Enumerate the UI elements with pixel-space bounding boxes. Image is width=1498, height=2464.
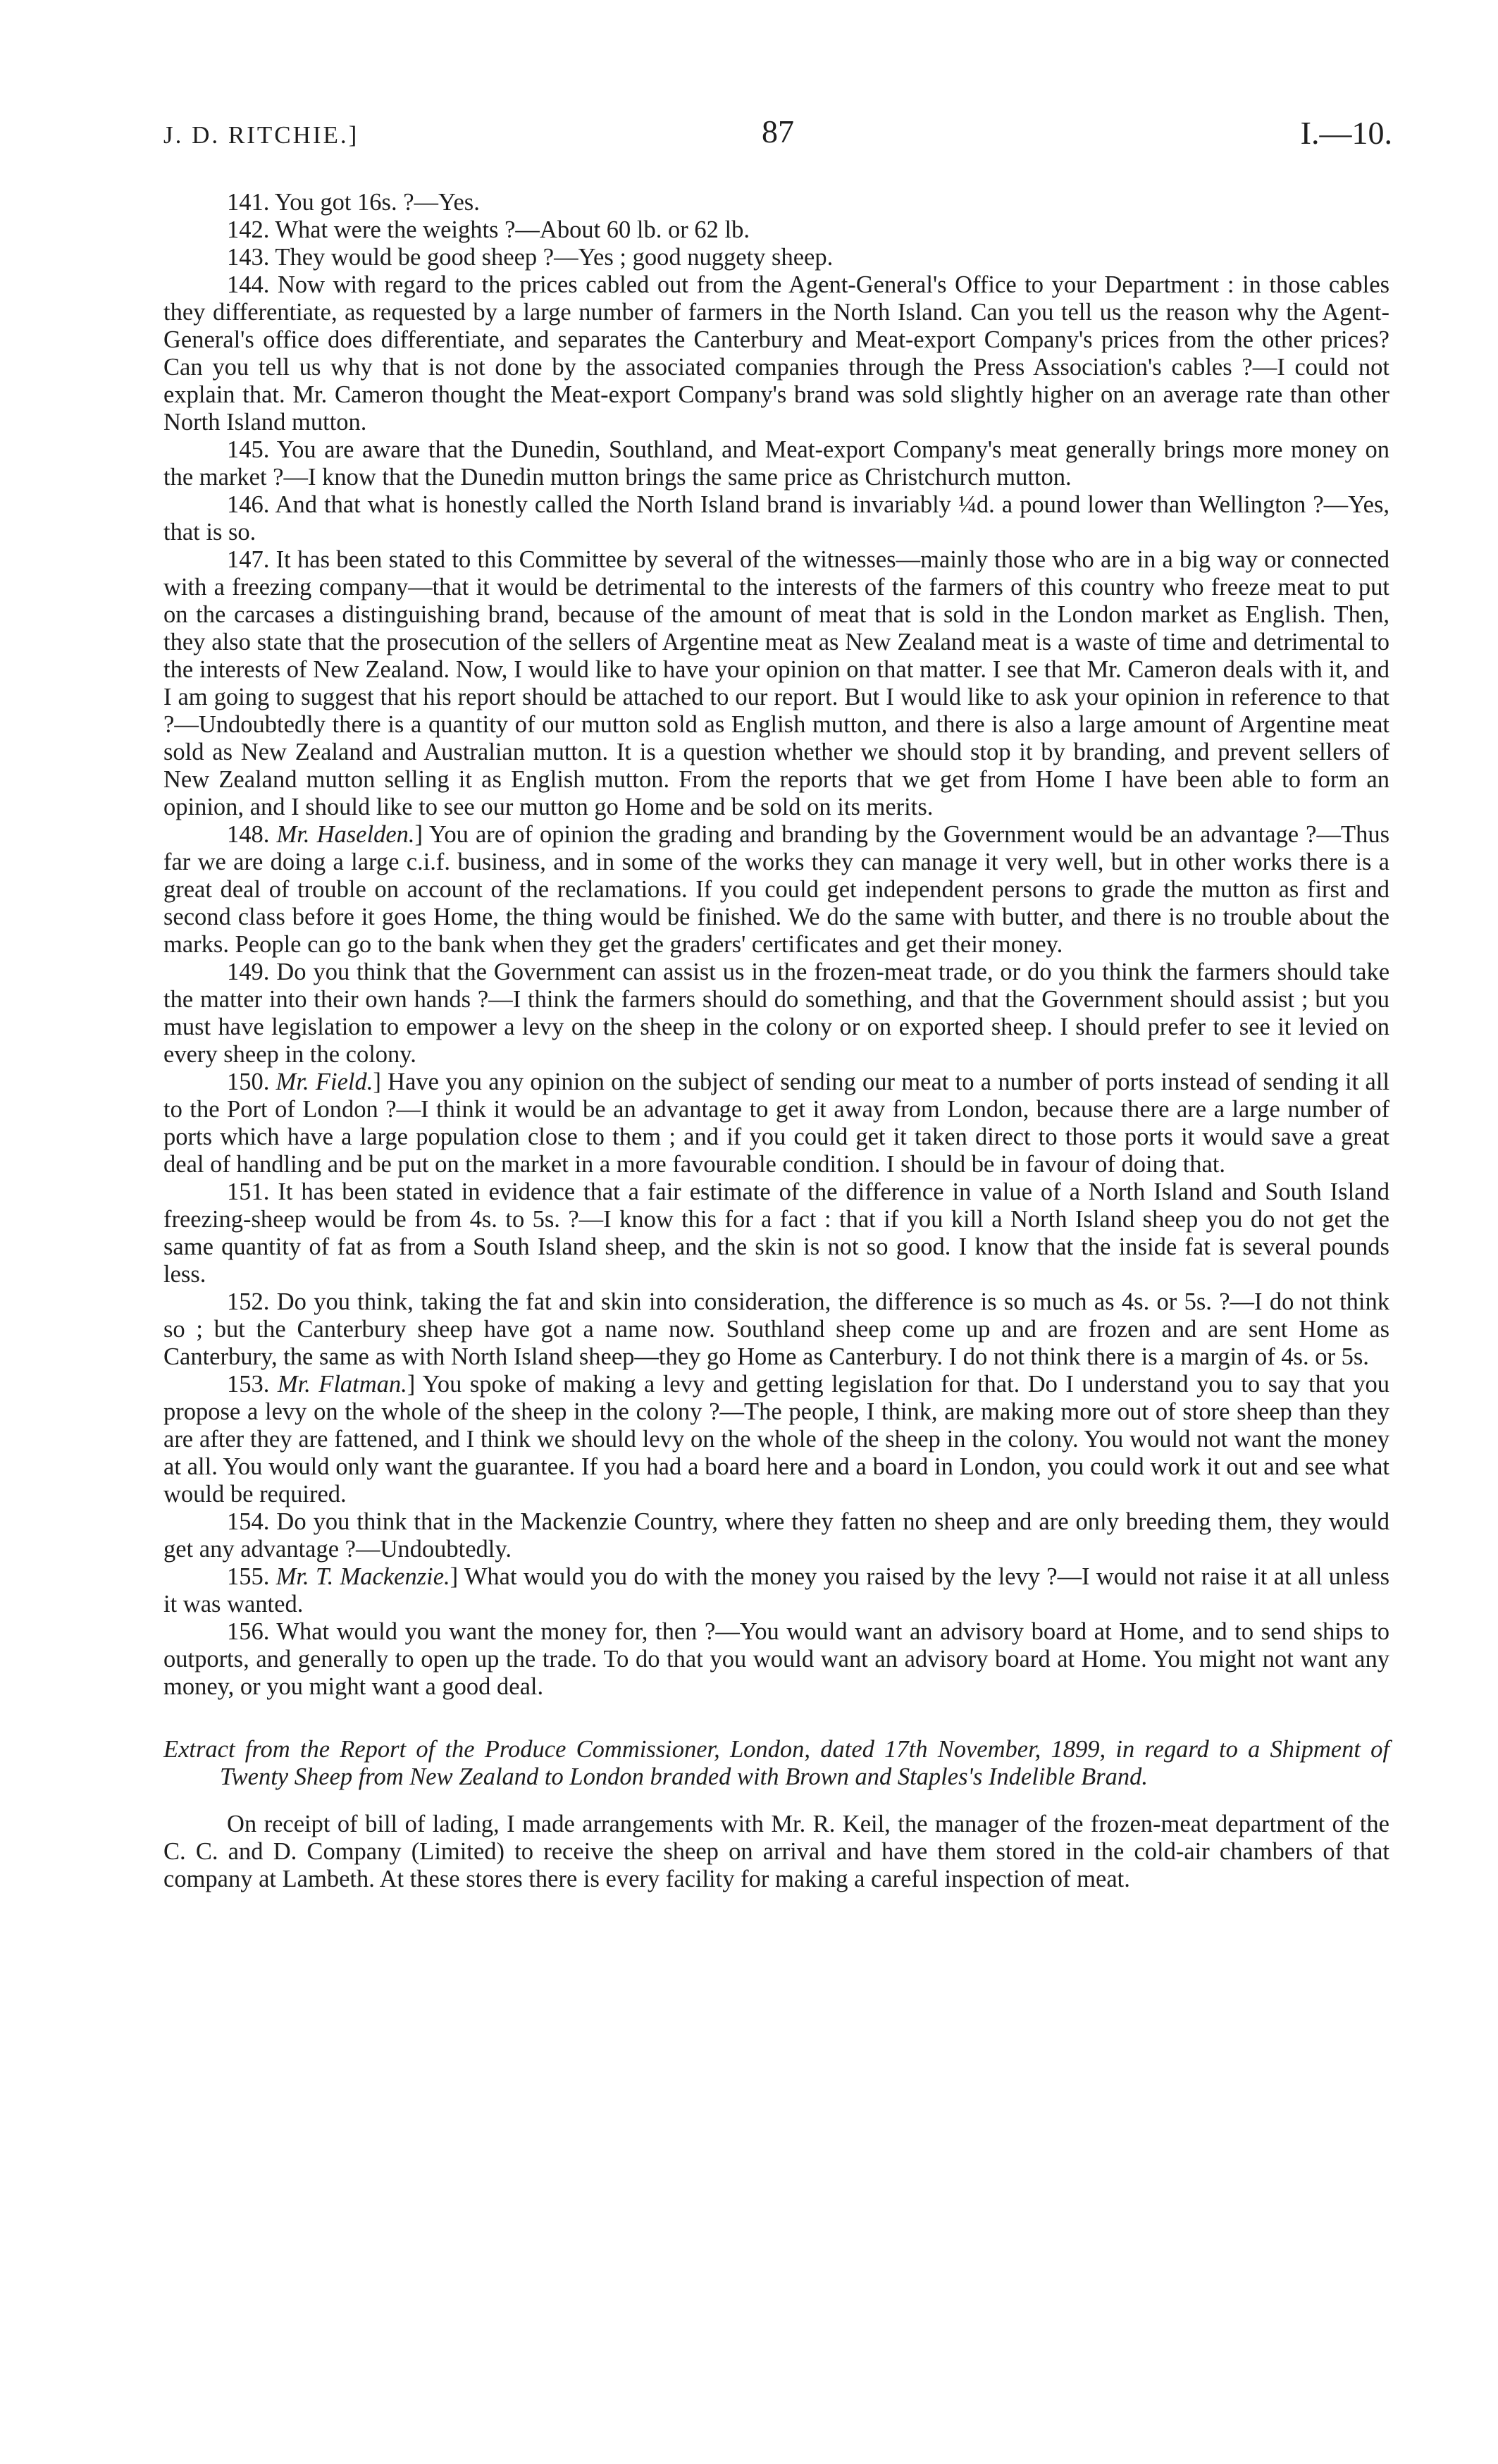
- question-number: 155.: [227, 1563, 270, 1590]
- question-text: It has been stated to this Committee by several of the witnesses—mainly those who are in a big way or connected with a freezing company—that it would be detrimental to the interests of the farmers of this country who freeze meat to put on the carcases a distinguishing brand, because of the amount of meat that is sold in the London market as English. Then, they also state that the prosecution of the sellers of Argentine meat as New Zealand meat is a waste of time and detrimental to the interests of New Zealand. Now, I would like to have your opinion on that matter. I see that Mr. Cameron deals with it, and I am going to suggest that his report should be attached to our report. But I would like to ask your opinion in reference to that ?—Undoubtedly there is a quantity of our mutton sold as English mutton, and there is also a large amount of Argentine meat sold as New Zealand and Australian mutton. It is a question whether we should stop it by branding, and prevent sellers of New Zealand mutton selling it as English mutton. From the reports that we get from Home I have been able to form an opinion, and I should like to see our mutton go Home and be sold on its merits.: [163, 546, 1389, 820]
- question-text: What would you want the money for, then ?—You would want an advisory board at Home, and to send ships to outports, and generally to open up the trade. To do that you would want an advisory board at Home. You might not want any money, or you might want a good deal.: [163, 1618, 1389, 1700]
- question-text: Now with regard to the prices cabled out from the Agent-General's Office to your Department : in those cables they differentiate, as requested by a large number of farmers in the North Island. Can you tell us the reason why the Agent-General's office does differentiate, and separates the Canterbury and Meat-export Company's prices from the other prices? Can you tell us why that is not done by the associated companies through the Press Association's cables ?—I could not explain that. Mr. Cameron thought the Meat-export Company's brand was sold slightly higher on an average rate than other North Island mutton.: [163, 271, 1389, 436]
- question-text: You got 16s. ?—Yes.: [274, 189, 480, 216]
- extract-heading: Extract from the Report of the Produce Commissioner, London, dated 17th November, 1899, in regard to a Shipment of Twenty Sheep from New Zealand to London branded with Brown and Staples's Indelible Brand.: [163, 1736, 1389, 1790]
- evidence-paragraph: [163, 1178, 1389, 1288]
- question-number: 142.: [227, 216, 270, 243]
- page-body: [163, 189, 1389, 1893]
- question-text: It has been stated in evidence that a fair estimate of the difference in value of a North Island and South Island freezing-sheep would be from 4s. to 5s. ?—I know this for a fact : that if you kill a North Island sheep you do not get the same quantity of fat as from a South Island sheep, and the skin is not so good. I know that the inside fat is several pounds less.: [163, 1178, 1389, 1288]
- question-answer-list: [163, 189, 1389, 1701]
- page-number: 87: [762, 113, 794, 149]
- question-text: Do you think that the Government can assist us in the frozen-meat trade, or do you think the farmers should take the matter into their own hands ?—I think the farmers should do something, and that the Government should assist ; but you must have legislation to empower a levy on the sheep in the colony or on exported sheep. I should prefer to see it levied on every sheep in the colony.: [163, 959, 1390, 1068]
- question-number: 150.: [227, 1068, 270, 1095]
- question-number: 151.: [227, 1178, 270, 1205]
- question-text: You are aware that the Dunedin, Southland, and Meat-export Company's meat generally brings more money on the market ?—I know that the Dunedin mutton brings the same price as Christchurch mutton.: [163, 436, 1389, 491]
- speaker-name: Mr. Haselden.: [276, 821, 415, 848]
- evidence-paragraph: 150. Mr. Field.] Have you any opinion on the subject of sending our meat to a number of ports instead of sending it all to the Port of London ?—I think it would be an advantage to get it away from London, because there are a large number of ports which have a large population close to them ; and if you could get it taken direct to those ports it would save a great deal of handling and be put on the market in a more favourable condition. I should be in favour of doing that.: [163, 1068, 1390, 1178]
- speaker-name: Mr. Field.: [276, 1068, 373, 1095]
- question-number: 154.: [227, 1508, 270, 1535]
- question-text: What would you do with the money you raised by the levy ?—I would not raise it at all unless it was wanted.: [163, 1563, 1390, 1618]
- speaker-name: Mr. Flatman.: [277, 1371, 407, 1398]
- question-number: 147.: [227, 546, 270, 573]
- witness-name: J. D. RITCHIE.]: [163, 121, 359, 149]
- evidence-paragraph: [163, 1508, 1389, 1563]
- question-number: 143.: [227, 244, 270, 271]
- evidence-paragraph: [163, 491, 1389, 546]
- extract-paragraph: On receipt of bill of lading, I made arrangements with Mr. R. Keil, the manager of the frozen-meat department of the C. C. and D. Company (Limited) to receive the sheep on arrival and have them stored in the cold-air chambers of that company at Lambeth. At these stores there is every facility for making a careful inspection of meat.: [163, 1811, 1389, 1892]
- evidence-paragraph: 153. Mr. Flatman.] You spoke of making a levy and getting legislation for that. Do I understand you to say that you propose a levy on the whole of the sheep in the colony ?—The people, I think, are making more out of store sheep than they are after they are fattened, and I think we should levy on the whole of the sheep in the colony. You would not want the money at all. You would only want the guarantee. If you had a board here and a board in London, you could work it out and see what would be required.: [163, 1371, 1389, 1508]
- evidence-paragraph: [163, 189, 1389, 216]
- question-number: 145.: [227, 436, 270, 463]
- question-text: Do you think, taking the fat and skin into consideration, the difference is so much as 4s. or 5s. ?—I do not think so ; but the Canterbury sheep have got a name now. Southland sheep come up and are frozen and are sent Home as Canterbury, the same as with North Island sheep—they go Home as Canterbury. I do not think there is a margin of 4s. or 5s.: [163, 1288, 1389, 1370]
- question-text: Do you think that in the Mackenzie Country, where they fatten no sheep and are only breeding them, they would get any advantage ?—Undoubtedly.: [163, 1508, 1390, 1563]
- evidence-paragraph: [163, 244, 1389, 271]
- evidence-paragraph: [163, 546, 1389, 821]
- speaker-name: Mr. T. Mackenzie.: [276, 1563, 450, 1590]
- evidence-paragraph: 148. Mr. Haselden.] You are of opinion the grading and branding by the Government would be an advantage ?—Thus far we are doing a large c.i.f. business, and in some of the works they can manage it very well, but in other works there is a great deal of trouble on account of the reclamations. If you could get independent persons to grade the mutton as first and second class before it goes Home, the thing would be finished. We do the same with butter, and there is no trouble about the marks. People can go to the bank when they get the graders' certificates and get their money.: [163, 821, 1389, 958]
- evidence-paragraph: [163, 271, 1389, 436]
- question-number: 141.: [227, 189, 270, 216]
- evidence-paragraph: [163, 1618, 1389, 1701]
- question-text: You are of opinion the grading and branding by the Government would be an advantage ?—Thus far we are doing a large c.i.f. business, and in some of the works they can manage it very well, but in other works there is a great deal of trouble on account of the reclamations. If you could get independent persons to grade the mutton as first and second class before it goes Home, the thing would be finished. We do the same with butter, and there is no trouble about the marks. People can go to the bank when they get the graders' certificates and get their money.: [163, 821, 1389, 958]
- document-reference: I.—10.: [1300, 115, 1392, 151]
- question-number: 149.: [227, 959, 270, 985]
- evidence-paragraph: [163, 959, 1389, 1068]
- question-text: What were the weights ?—About 60 lb. or 62 lb.: [275, 216, 750, 243]
- question-text: Have you any opinion on the subject of sending our meat to a number of ports instead of sending it all to the Port of London ?—I think it would be an advantage to get it away from London, because there are a large number of ports which have a large population close to them ; and if you could get it taken direct to those ports it would save a great deal of handling and be put on the market in a more favourable condition. I should be in favour of doing that.: [163, 1068, 1390, 1178]
- page-header: [163, 106, 1392, 155]
- question-number: 153.: [227, 1371, 270, 1398]
- question-text: You spoke of making a levy and getting legislation for that. Do I understand you to say that you propose a levy on the whole of the sheep in the colony ?—The people, I think, are making more out of store sheep than they are after they are fattened, and I think we should levy on the whole of the sheep in the colony. You would not want the money at all. You would only want the guarantee. If you had a board here and a board in London, you could work it out and see what would be required.: [163, 1371, 1389, 1508]
- question-text: They would be good sheep ?—Yes ; good nuggety sheep.: [275, 244, 834, 271]
- evidence-paragraph: [163, 436, 1389, 491]
- evidence-paragraph: [163, 216, 1389, 244]
- question-number: 148.: [227, 821, 270, 848]
- question-text: And that what is honestly called the North Island brand is invariably ¼d. a pound lower than Wellington ?—Yes, that is so.: [163, 491, 1389, 546]
- question-number: 152.: [227, 1288, 270, 1315]
- question-number: 156.: [227, 1618, 270, 1645]
- question-number: 146.: [227, 491, 270, 518]
- evidence-paragraph: 155. Mr. T. Mackenzie.] What would you do with the money you raised by the levy ?—I would not raise it at all unless it was wanted.: [163, 1563, 1390, 1618]
- evidence-paragraph: [163, 1288, 1389, 1371]
- question-number: 144.: [227, 271, 270, 298]
